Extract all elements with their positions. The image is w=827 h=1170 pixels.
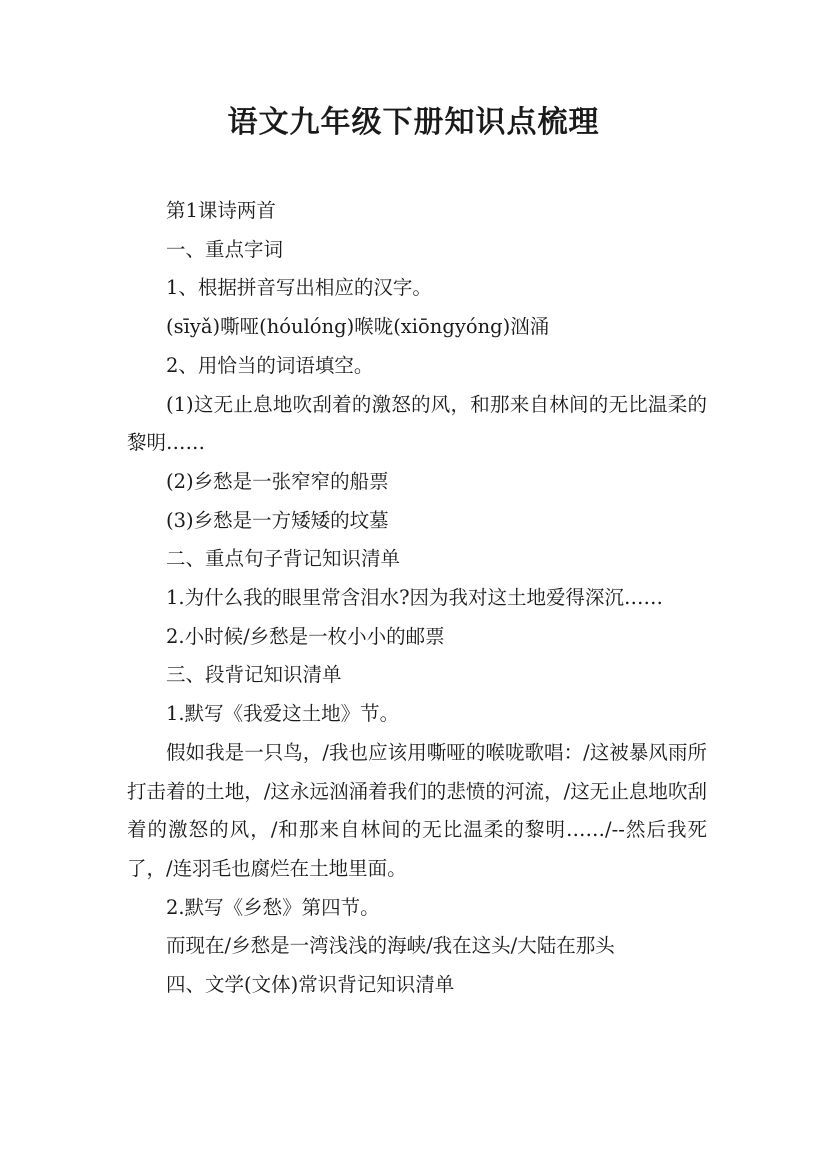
section-heading-passages: 三、段背记知识清单 xyxy=(166,663,342,687)
fill-answer-1: (1)这无止息地吹刮着的激怒的风，和那来自林间的无比温柔的黎明…… xyxy=(127,392,707,455)
passage-text-1: 假如我是一只鸟，/我也应该用嘶哑的喉咙歌唱：/这被暴风雨所打击着的土地，/这永远汹涌着我们的悲愤的河流，/这无止息地吹刮着的激怒的风，/和那来自林间的无比温柔的黎明……/--然后我死了，/连羽毛也腐烂在土地里面。 xyxy=(127,740,707,880)
passage-prompt-1: 1.默写《我爱这土地》节。 xyxy=(166,702,400,726)
document-body xyxy=(127,192,707,1005)
fill-answer-2: (2)乡愁是一张窄窄的船票 xyxy=(166,469,389,493)
passage-prompt-2: 2.默写《乡愁》第四节。 xyxy=(166,895,380,919)
document-title: 语文九年级下册知识点梳理 xyxy=(227,105,600,140)
pinyin-answers: (sīyǎ)嘶哑(hóulóng)喉咙(xiōngyóng)汹涌 xyxy=(166,315,550,339)
key-sentence-1: 1.为什么我的眼里常含泪水?因为我对这土地爱得深沉…… xyxy=(166,586,664,610)
section-heading-key-words: 一、重点字词 xyxy=(166,237,284,261)
exercise-pinyin-prompt: 1、根据拼音写出相应的汉字。 xyxy=(166,276,432,300)
exercise-fill-prompt: 2、用恰当的词语填空。 xyxy=(166,353,374,377)
key-sentence-2: 2.小时候/乡愁是一枚小小的邮票 xyxy=(166,624,445,648)
section-heading-key-sentences: 二、重点句子背记知识清单 xyxy=(166,547,401,571)
passage-text-2: 而现在/乡愁是一湾浅浅的海峡/我在这头/大陆在那头 xyxy=(166,934,615,958)
fill-answer-3: (3)乡愁是一方矮矮的坟墓 xyxy=(166,508,389,532)
section-heading-literature: 四、文学(文体)常识背记知识清单 xyxy=(166,973,455,997)
lesson-heading: 第1课诗两首 xyxy=(166,199,276,222)
